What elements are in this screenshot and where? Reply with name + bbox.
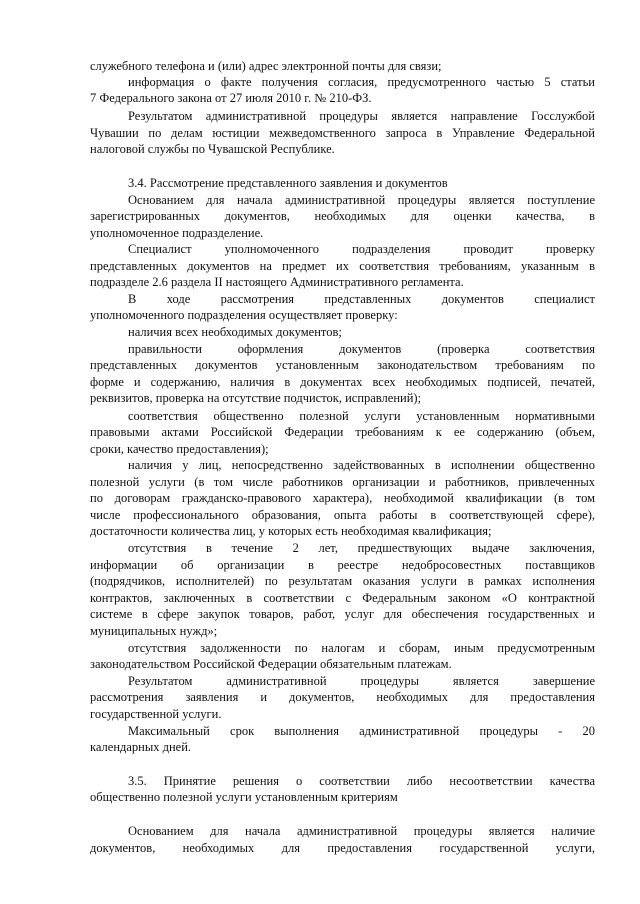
text-line: документов, необходимых для предоставления государственной услуги, [90, 841, 595, 855]
text-line: уполномоченного подразделения осуществляет проверку: [90, 308, 398, 322]
text-line: контрактов, заключенных в соответствии с Федеральным законом «О контрактной [90, 591, 595, 605]
text-line: полезной услуги (в том числе работников организации и работников, привлеченных [90, 475, 595, 489]
text-line: календарных дней. [90, 740, 192, 754]
text-line: 7 Федерального закона от 27 июля 2010 г. № 210-ФЗ. [90, 91, 372, 105]
text-line: форме и содержанию, наличия в документах всех необходимых подписей, печатей, [90, 375, 595, 389]
text-line: муниципальных нужд»; [90, 624, 218, 638]
text-line: реквизитов, проверка на отсутствие подчисток, исправлений); [90, 391, 422, 405]
section-heading: 3.4. Рассмотрение представленного заявления и документов [128, 176, 448, 190]
text-line: Основанием для начала административной процедуры является наличие [128, 824, 595, 838]
text-line: информация о факте получения согласия, предусмотренного частью 5 статьи [128, 75, 595, 89]
text-line: по договорам гражданско-правового характера), необходимой квалификации (в том [90, 491, 595, 505]
text-line: правильности оформления документов (проверка соответствия [128, 342, 595, 356]
text-line: Результатом административной процедуры является направление Госслужбой [128, 109, 595, 123]
text-line: законодательством Российской Федерации обязательным платежам. [90, 657, 452, 671]
text-line: информации об организации в реестре недобросовестных поставщиков [90, 558, 595, 572]
text-line: налоговой службы по Чувашской Республике. [90, 142, 335, 156]
text-line: достаточности количества лиц, у которых есть необходимая квалификация; [90, 524, 492, 538]
text-line: государственной услуги. [90, 707, 222, 721]
text-line: В ходе рассмотрения представленных документов специалист [128, 292, 595, 306]
text-line: рассмотрения заявления и документов, необходимых для предоставления [90, 690, 595, 704]
text-line: Основанием для начала административной процедуры является поступление [128, 193, 595, 207]
section-heading: общественно полезной услуги установленным критериям [90, 790, 398, 804]
text-line: наличия у лиц, непосредственно задействованных в исполнении общественно [128, 458, 595, 472]
text-line: зарегистрированных документов, необходимых для оценки качества, в [90, 209, 595, 223]
text-line: отсутствия в течение 2 лет, предшествующих выдаче заключения, [128, 541, 595, 555]
text-line: системе в сфере закупок товаров, работ, услуг для обеспечения государственных и [90, 607, 595, 621]
text-line: (подрядчиков, исполнителей) по результатам оказания услуги в рамках исполнения [90, 574, 595, 588]
text-line: Чувашии по делам юстиции межведомственного запроса в Управление Федеральной [90, 126, 595, 140]
text-line: правовыми актами Российской Федерации требованиям к ее содержанию (объем, [90, 425, 595, 439]
text-line: Результатом административной процедуры является завершение [128, 674, 595, 688]
text-line: сроки, качество предоставления); [90, 442, 269, 456]
text-line: представленных документов установленным законодательством требованиям по [90, 358, 595, 372]
text-line: служебного телефона и (или) адрес электронной почты для связи; [90, 59, 442, 73]
text-line: числе профессионального образования, опыта работы в соответствующей сфере), [90, 508, 595, 522]
text-line: уполномоченное подразделение. [90, 226, 264, 240]
text-line: представленных документов на предмет их соответствия требованиям, указанным в [90, 259, 595, 273]
text-line: отсутствия задолженности по налогам и сборам, иным предусмотренным [128, 641, 595, 655]
section-heading: 3.5. Принятие решения о соответствии либо несоответствии качества [128, 774, 595, 788]
text-line: Максимальный срок выполнения административной процедуры - 20 [128, 724, 595, 738]
text-line: соответствия общественно полезной услуги установленным нормативными [128, 409, 595, 423]
text-line: Специалист уполномоченного подразделения проводит проверку [128, 242, 595, 256]
text-line: подразделе 2.6 раздела II настоящего Административного регламента. [90, 275, 464, 289]
text-line: наличия всех необходимых документов; [128, 325, 342, 339]
